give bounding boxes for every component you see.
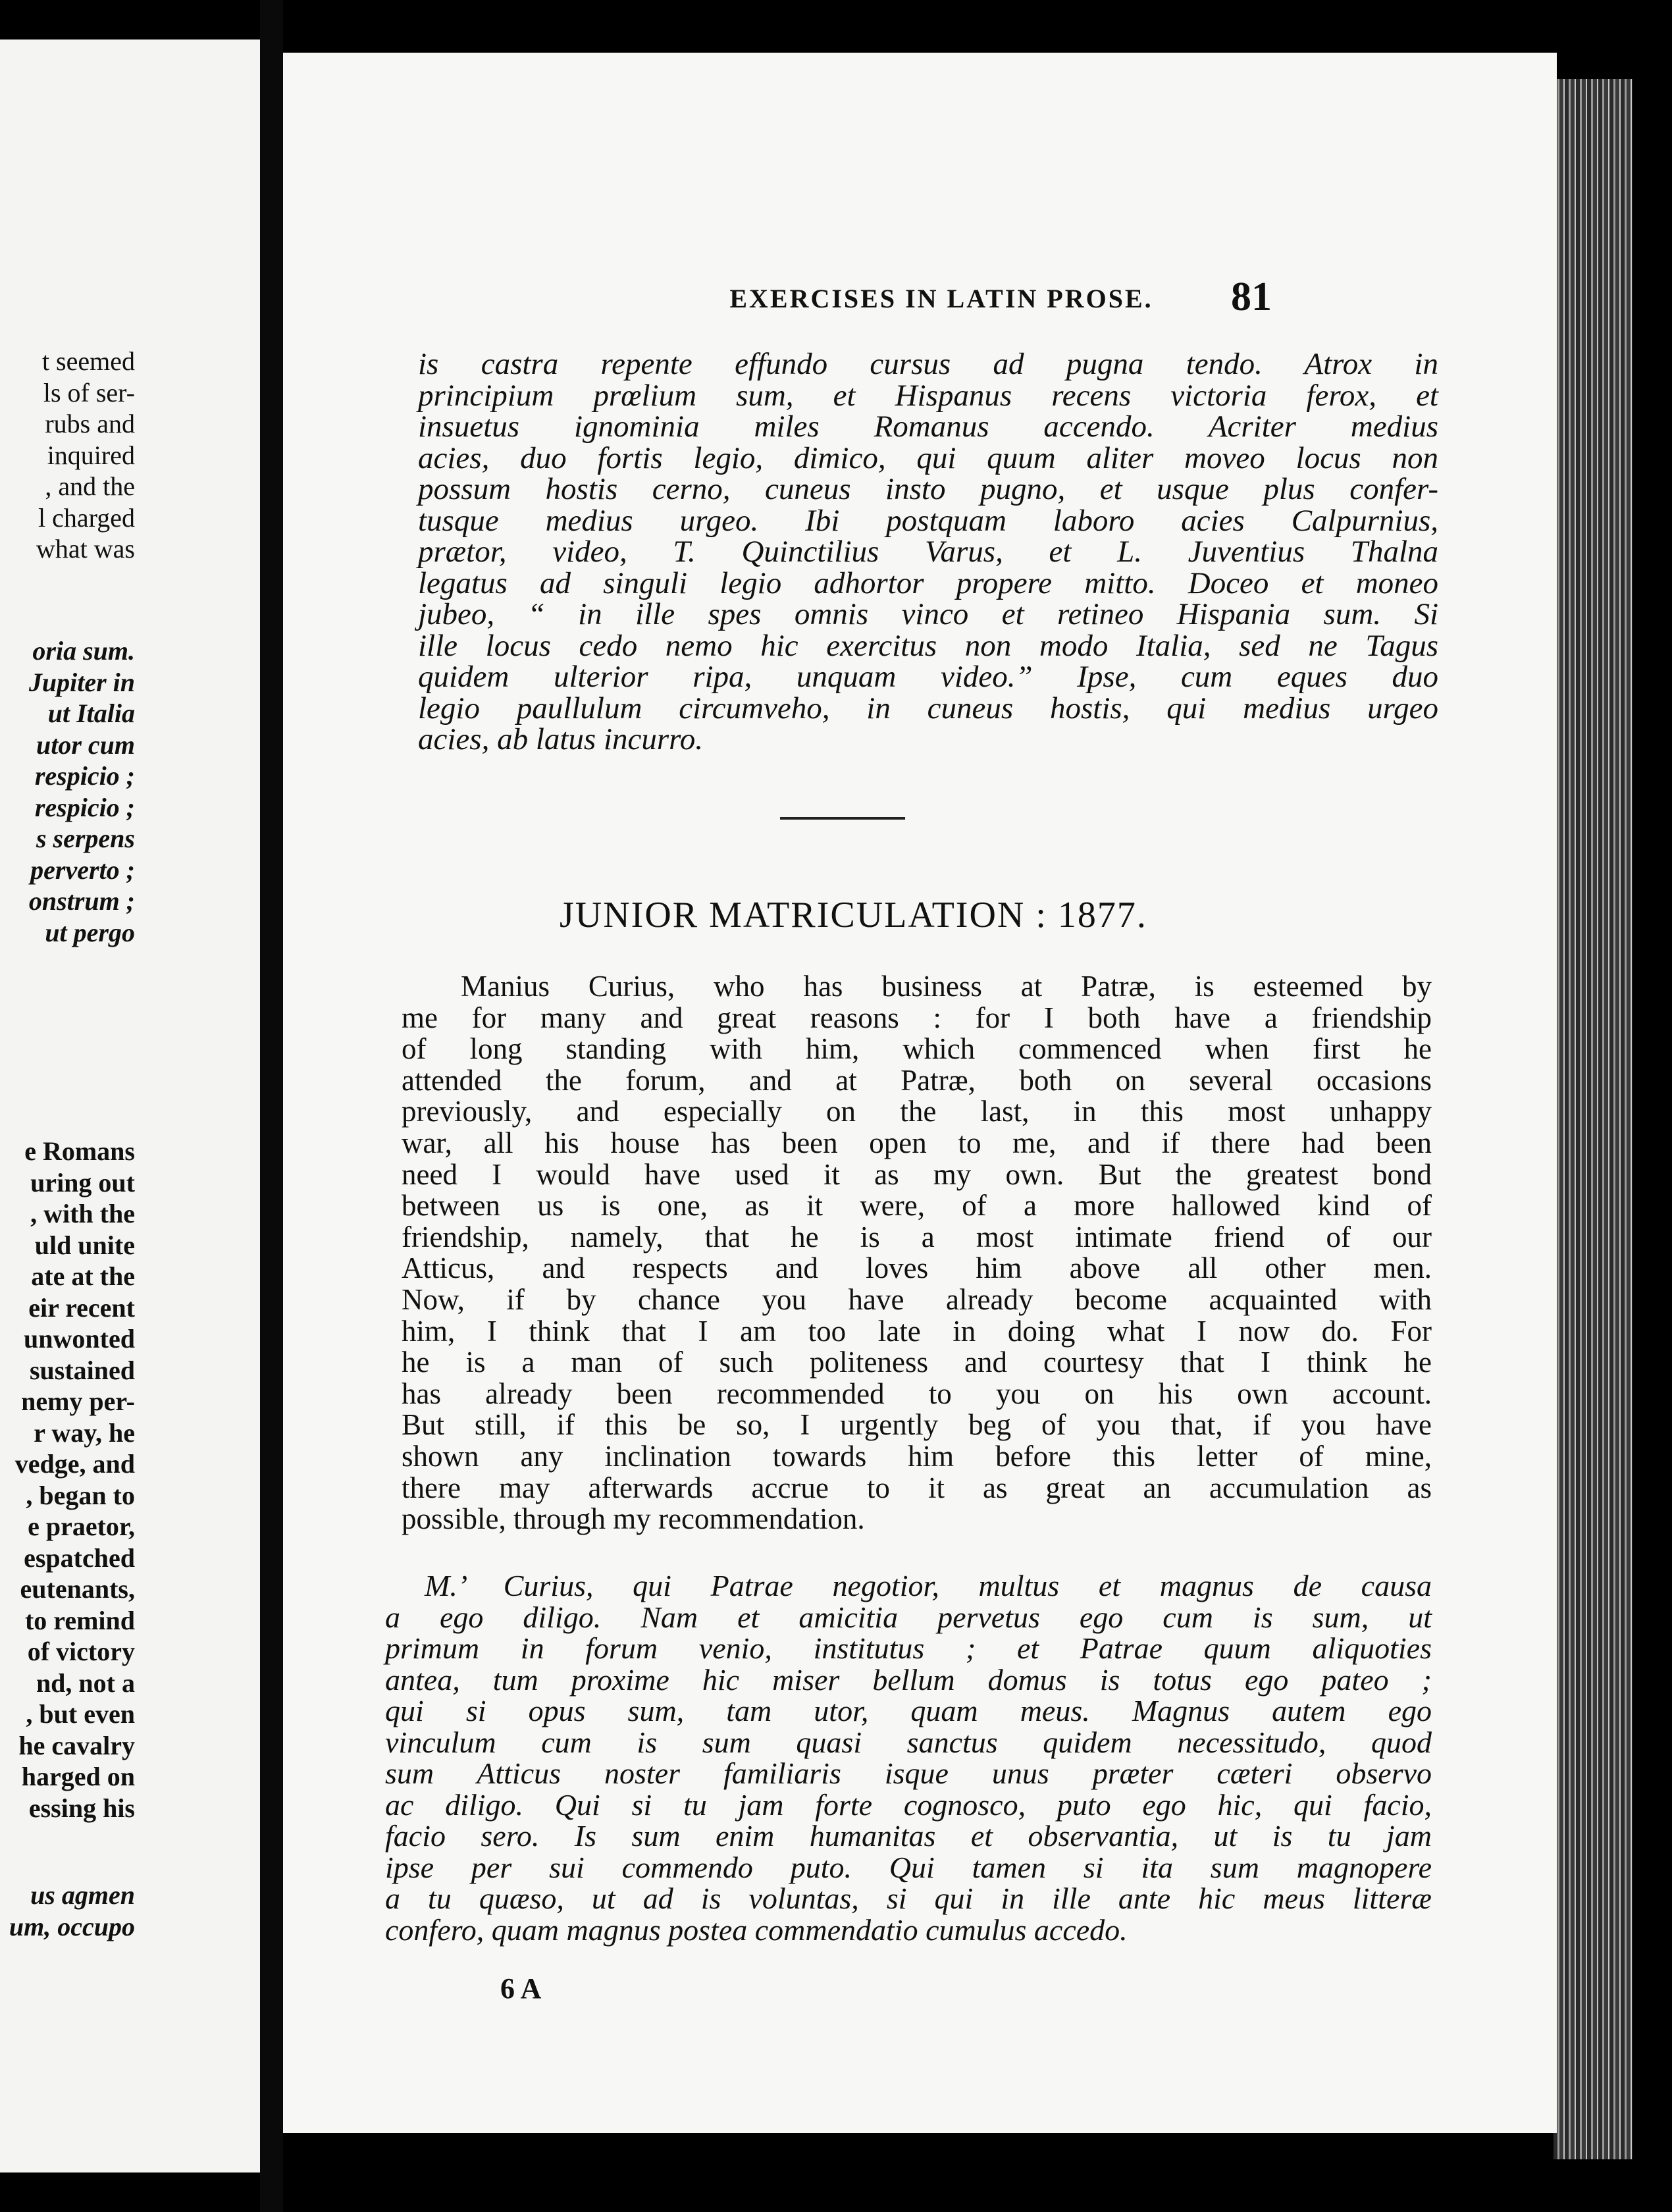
text-line: acies, duo fortis legio, dimico, qui quum aliter moveo locus non	[418, 440, 1438, 475]
text-line: possum hostis cerno, cuneus insto pugno, et usque plus confer-	[418, 472, 1438, 506]
left-line: nemy per-	[21, 1386, 135, 1416]
book-gutter	[260, 0, 283, 2212]
text-line: qui si opus sum, tam utor, quam meus. Magnus autem ego	[385, 1694, 1432, 1727]
text-line: legio paullulum circumveho, in cuneus hostis, qui medius urgeo	[418, 691, 1438, 725]
left-line: sustained	[29, 1355, 135, 1385]
left-page-block-1	[36, 346, 135, 565]
left-line: um, occupo	[9, 1911, 135, 1941]
left-line: to remind	[24, 1605, 135, 1635]
left-line: t seemed	[41, 346, 135, 376]
page-edges	[1554, 79, 1633, 2159]
text-line: quidem ulterior ripa, unquam video.” Ipse, cum eques duo	[418, 660, 1438, 694]
text-line: Atticus, and respects and loves him above all other men.	[402, 1251, 1432, 1285]
left-line: oria sum.	[32, 636, 135, 666]
left-page-block-2	[29, 635, 135, 948]
text-line: primum in forum venio, institutus ; et Patrae quum aliquoties	[385, 1631, 1432, 1665]
text-line: has already been recommended to you on his own account.	[402, 1377, 1432, 1410]
text-line: he is a man of such politeness and courtesy that I think he	[402, 1346, 1432, 1379]
text-line: prætor, video, T. Quinctilius Varus, et L. Juventius Thalna	[418, 535, 1438, 569]
left-line: e Romans	[24, 1136, 135, 1166]
text-line: ac diligo. Qui si tu jam forte cognosco, puto ego hic, qui facio,	[385, 1787, 1432, 1822]
text-line: possible, through my recommendation.	[402, 1502, 865, 1536]
text-line: facio sero. Is sum enim humanitas et observantia, ut is tu jam	[385, 1819, 1432, 1853]
section-divider	[780, 817, 905, 820]
text-line: But still, if this be so, I urgently beg of you that, if you have	[402, 1408, 1432, 1442]
left-line: he cavalry	[18, 1730, 135, 1760]
left-line: onstrum ;	[28, 886, 135, 916]
text-line: ille locus cedo nemo hic exercitus non modo Italia, sed ne Tagus	[418, 628, 1438, 663]
left-line: of victory	[27, 1637, 135, 1666]
left-line: inquired	[47, 440, 135, 470]
left-line: s serpens	[36, 824, 135, 853]
left-line: utor cum	[36, 729, 135, 760]
text-line: M.’ Curius, qui Patrae negotior, multus et magnus de causa	[425, 1569, 1432, 1602]
text-line: ipse per sui commendo puto. Qui tamen si ita sum magnopere	[385, 1850, 1432, 1884]
english-passage	[402, 971, 1432, 1535]
text-line: acies, ab latus incurro.	[418, 722, 703, 756]
left-page-block-4	[9, 1880, 135, 1942]
text-line: a ego diligo. Nam et amicitia pervetus ego cum is sum, ut	[385, 1600, 1432, 1634]
left-line: respicio ;	[34, 761, 135, 791]
left-line: espatched	[24, 1542, 135, 1573]
left-line: vedge, and	[14, 1449, 135, 1479]
latin-passage-1	[418, 349, 1438, 756]
left-line: r way, he	[34, 1417, 135, 1448]
right-page	[283, 53, 1557, 2133]
left-line: ate at the	[31, 1261, 135, 1291]
text-line: me for many and great reasons : for I both have a friendship	[402, 1001, 1432, 1034]
text-line: sum Atticus noster familiaris isque unus præter cæteri observo	[385, 1756, 1432, 1790]
left-line: eutenants,	[20, 1574, 135, 1604]
left-line: l charged	[38, 502, 135, 533]
left-line: ut Italia	[47, 698, 135, 728]
text-line: insuetus ignominia miles Romanus accendo. Acriter medius	[418, 409, 1438, 444]
text-line: jubeo, “ in ille spes omnis vinco et retineo Hispania sum. Si	[418, 597, 1438, 631]
text-line: of long standing with him, which commenced when first he	[402, 1032, 1432, 1066]
page-number: 81	[1231, 275, 1272, 319]
text-line: attended the forum, and at Patræ, both on several occasions	[402, 1063, 1432, 1097]
left-line: perverto ;	[30, 855, 135, 885]
left-line: uld unite	[34, 1230, 135, 1260]
left-line: respicio ;	[34, 792, 135, 822]
left-line: , began to	[26, 1480, 135, 1510]
left-page-block-3	[15, 1136, 135, 1824]
text-line: legatus ad singuli legio adhortor propere mitto. Doceo et moneo	[418, 566, 1438, 600]
left-line: , but even	[26, 1699, 135, 1729]
section-heading: JUNIOR MATRICULATION : 1877.	[560, 895, 1147, 935]
text-line: him, I think that I am too late in doing what I now do. For	[402, 1314, 1432, 1348]
left-line: uring out	[30, 1167, 135, 1198]
left-line: ut pergo	[45, 917, 135, 947]
left-line: eir recent	[28, 1292, 135, 1323]
running-head: EXERCISES IN LATIN PROSE.	[729, 284, 1153, 313]
text-line: is castra repente effundo cursus ad pugna tendo. Atrox in	[418, 347, 1438, 381]
left-line: unwonted	[24, 1324, 135, 1354]
text-line: friendship, namely, that he is a most intimate friend of our	[402, 1220, 1432, 1253]
latin-passage-2	[385, 1570, 1432, 1945]
signature-mark: 6 A	[500, 1972, 542, 2005]
left-line: essing his	[28, 1793, 135, 1823]
left-line: nd, not a	[36, 1668, 135, 1698]
left-page	[0, 40, 260, 2172]
text-line: need I would have used it as my own. But the greatest bond	[402, 1157, 1432, 1191]
text-line: antea, tum proxime hic miser bellum domus is totus ego pateo ;	[385, 1662, 1432, 1697]
left-line: , with the	[30, 1199, 135, 1228]
text-line: a tu quæso, ut ad is voluntas, si qui in ille ante hic meus litteræ	[385, 1882, 1432, 1915]
left-line: ls of ser-	[43, 377, 135, 408]
left-line: , and the	[45, 471, 135, 501]
text-line: there may afterwards accrue to it as great an accumulation as	[402, 1471, 1432, 1504]
left-line: Jupiter in	[28, 667, 135, 697]
text-line: between us is one, as it were, of a more hallowed kind of	[402, 1189, 1432, 1223]
left-line: e praetor,	[28, 1512, 135, 1541]
left-line: us agmen	[30, 1880, 135, 1910]
text-line: confero, quam magnus postea commendatio cumulus accedo.	[385, 1912, 1128, 1947]
text-line: vinculum cum is sum quasi sanctus quidem necessitudo, quod	[385, 1725, 1432, 1759]
left-line: harged on	[21, 1762, 135, 1791]
left-line: rubs and	[45, 409, 135, 438]
text-line: principium prœlium sum, et Hispanus recens victoria ferox, et	[418, 378, 1438, 413]
text-line: shown any inclination towards him before this letter of mine,	[402, 1439, 1432, 1473]
text-line: war, all his house has been open to me, and if there had been	[402, 1126, 1432, 1159]
text-line: previously, and especially on the last, in this most unhappy	[402, 1095, 1432, 1128]
text-line: Now, if by chance you have already become acquainted with	[402, 1282, 1432, 1316]
text-line: tusque medius urgeo. Ibi postquam laboro acies Calpurnius,	[418, 503, 1438, 538]
text-line: Manius Curius, who has business at Patræ, is esteemed by	[461, 970, 1432, 1003]
left-line: what was	[36, 534, 135, 564]
